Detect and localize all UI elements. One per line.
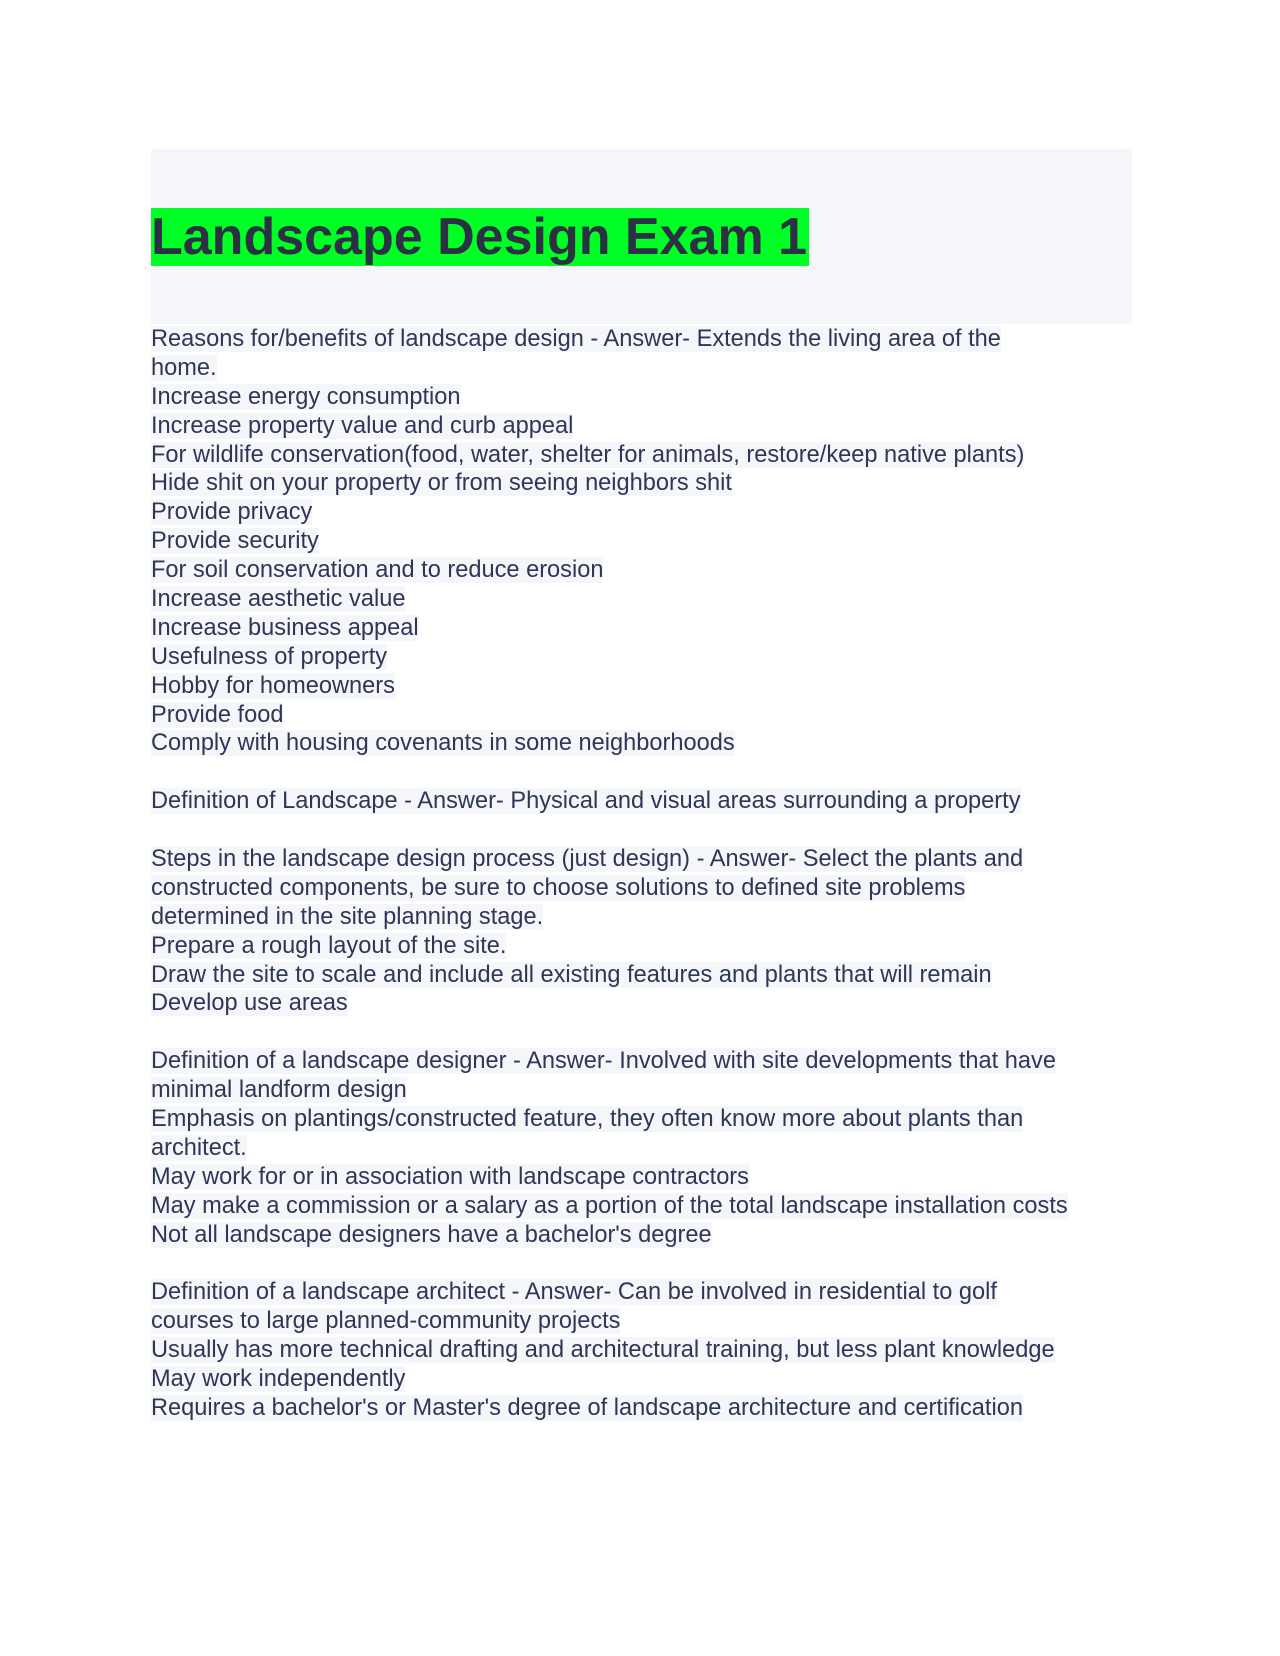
text-line-content: Increase aesthetic value (151, 586, 406, 613)
text-line (151, 1163, 1141, 1192)
text-line (151, 672, 1141, 701)
text-line (151, 787, 1141, 816)
text-line-content: minimal landform design (151, 1077, 407, 1104)
text-line-content: Definition of a landscape architect - Answer- Can be involved in residential to golf (151, 1279, 997, 1306)
text-line-content: Steps in the landscape design process (just design) - Answer- Select the plants and (151, 846, 1024, 873)
text-line-content: Hide shit on your property or from seeing neighbors shit (151, 470, 732, 497)
text-line-content: May work independently (151, 1366, 406, 1393)
text-line-content: Hobby for homeowners (151, 672, 395, 699)
qa-section (151, 1278, 1141, 1422)
qa-section (151, 325, 1141, 758)
text-line-content: Increase energy consumption (151, 383, 461, 410)
text-line-content: Definition of a landscape designer - Answer- Involved with site developments that have (151, 1048, 1056, 1075)
qa-section (151, 1047, 1141, 1249)
paragraph-gap (151, 1018, 1141, 1047)
text-line (151, 614, 1141, 643)
text-line-content: Requires a bachelor's or Master's degree of landscape architecture and certification (151, 1394, 1023, 1421)
text-line (151, 1336, 1141, 1365)
text-line (151, 903, 1141, 932)
text-line (151, 469, 1141, 498)
text-line (151, 441, 1141, 470)
text-line (151, 1047, 1141, 1076)
text-line (151, 1105, 1141, 1134)
text-line (151, 1365, 1141, 1394)
document-title: Landscape Design Exam 1 (151, 208, 808, 266)
paragraph-gap (151, 1250, 1141, 1279)
text-line (151, 325, 1141, 354)
document-body (151, 325, 1141, 1423)
text-line (151, 845, 1141, 874)
text-line-content: May make a commission or a salary as a portion of the total landscape installation costs (151, 1192, 1068, 1219)
text-line-content: Provide security (151, 528, 319, 555)
text-line-content: Usually has more technical drafting and architectural training, but less plant knowledge (151, 1337, 1055, 1364)
text-line (151, 1307, 1141, 1336)
text-line (151, 527, 1141, 556)
text-line-content: Not all landscape designers have a bachelor's degree (151, 1221, 712, 1248)
text-line (151, 1076, 1141, 1105)
text-line-content: courses to large planned-community projects (151, 1308, 621, 1335)
text-line (151, 383, 1141, 412)
text-line (151, 1192, 1141, 1221)
text-line (151, 932, 1141, 961)
text-line (151, 1221, 1141, 1250)
text-line-content: Emphasis on plantings/constructed feature, they often know more about plants than (151, 1106, 1024, 1133)
text-line (151, 412, 1141, 441)
text-line-content: architect. (151, 1134, 247, 1161)
text-line-content: Draw the site to scale and include all existing features and plants that will remain (151, 961, 992, 988)
text-line-content: Definition of Landscape - Answer- Physical and visual areas surrounding a property (151, 788, 1021, 815)
text-line (151, 585, 1141, 614)
text-line (151, 1134, 1141, 1163)
text-line-content: determined in the site planning stage. (151, 903, 544, 930)
text-line-content: Increase property value and curb appeal (151, 412, 574, 439)
text-line (151, 1278, 1141, 1307)
text-line-content: Provide privacy (151, 499, 313, 526)
title-block (151, 149, 1132, 324)
text-line (151, 989, 1141, 1018)
text-line-content: Comply with housing covenants in some neighborhoods (151, 730, 735, 757)
qa-section (151, 845, 1141, 1018)
text-line-content: Increase business appeal (151, 614, 419, 641)
text-line-content: May work for or in association with landscape contractors (151, 1163, 749, 1190)
text-line (151, 701, 1141, 730)
text-line (151, 556, 1141, 585)
text-line-content: home. (151, 354, 217, 381)
text-line-content: Usefulness of property (151, 643, 388, 670)
text-line (151, 961, 1141, 990)
text-line (151, 729, 1141, 758)
text-line (151, 1394, 1141, 1423)
text-line (151, 874, 1141, 903)
text-line-content: Reasons for/benefits of landscape design - Answer- Extends the living area of the (151, 326, 1001, 352)
text-line-content: constructed components, be sure to choose solutions to defined site problems (151, 874, 966, 901)
text-line (151, 498, 1141, 527)
text-line-content: For wildlife conservation(food, water, shelter for animals, restore/keep native plants) (151, 441, 1025, 468)
text-line-content: Provide food (151, 701, 284, 728)
text-line (151, 643, 1141, 672)
paragraph-gap (151, 758, 1141, 787)
qa-section (151, 787, 1141, 816)
text-line-content: Prepare a rough layout of the site. (151, 932, 507, 959)
text-line-content: For soil conservation and to reduce erosion (151, 557, 604, 584)
text-line-content: Develop use areas (151, 990, 348, 1017)
paragraph-gap (151, 816, 1141, 845)
text-line (151, 354, 1141, 383)
